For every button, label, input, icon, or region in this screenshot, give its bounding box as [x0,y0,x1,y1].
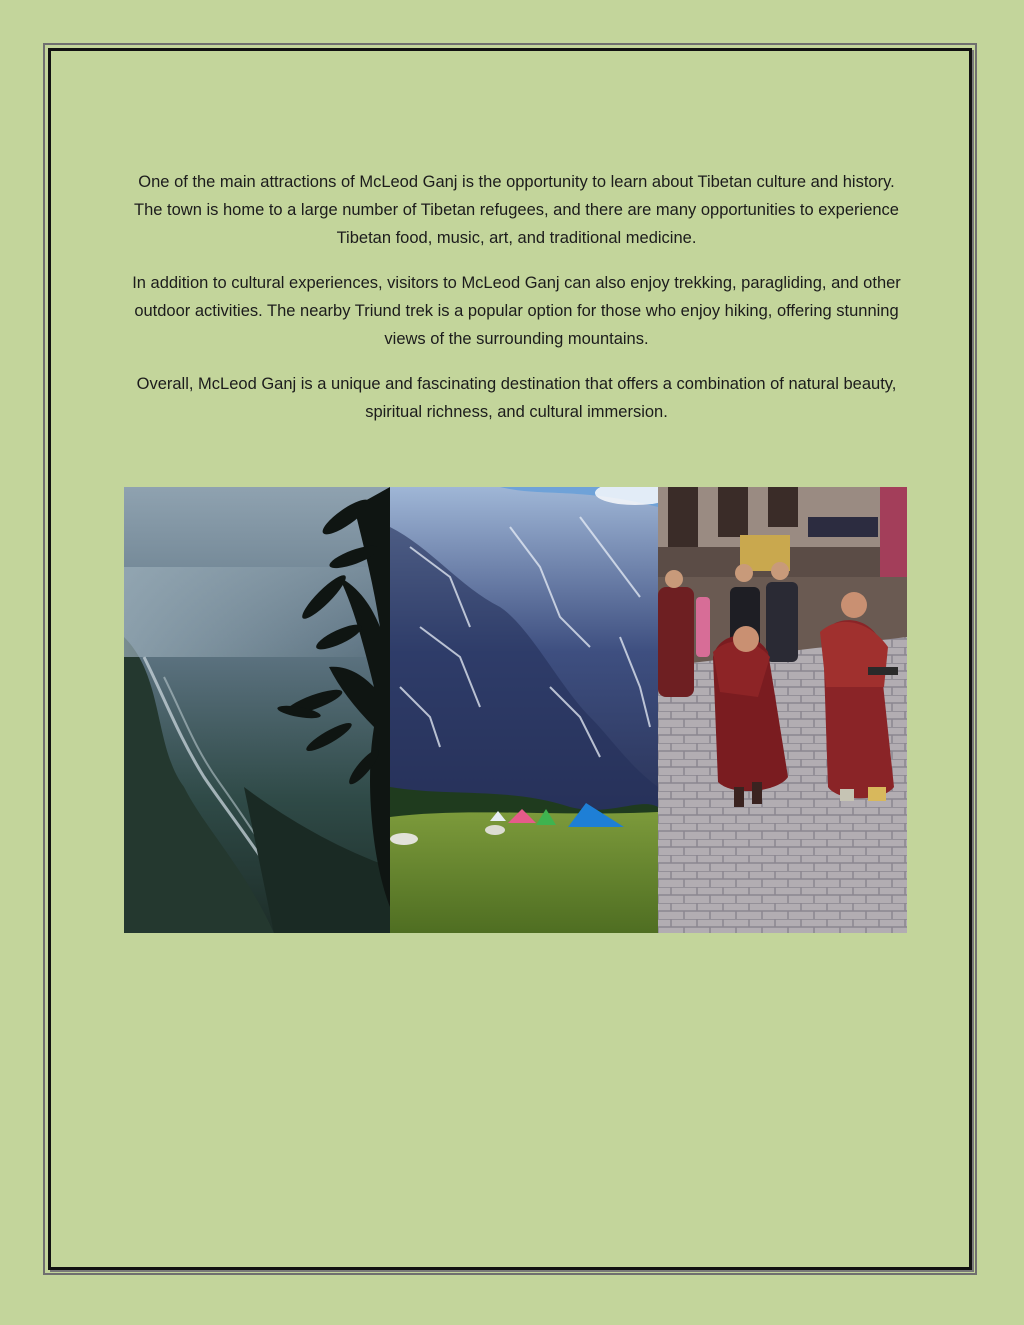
paragraph-outdoor-activities: In addition to cultural experiences, visitors to McLeod Ganj can also enjoy trekking, paragliding, and other outdoor activities. The nearby Triund trek is a popular option for those who enjoy hiking, offering stunning views of the surrounding mountains. [132,274,901,348]
paragraph-overall: Overall, McLeod Ganj is a unique and fascinating destination that offers a combination of natural beauty, spiritual richness, and cultural immersion. [136,375,897,421]
monks-street-photo [658,487,907,933]
paragraph-tibetan-culture: One of the main attractions of McLeod Ganj is the opportunity to learn about Tibetan culture and history. The town is home to a large number of Tibetan refugees, and there are many opportunities to experience Tibetan food, music, art, and traditional medicine. [134,173,899,247]
mountain-campsite-photo [390,487,658,933]
body-text [124,168,909,443]
misty-valley-photo [124,487,390,933]
photo-collage [124,487,907,933]
